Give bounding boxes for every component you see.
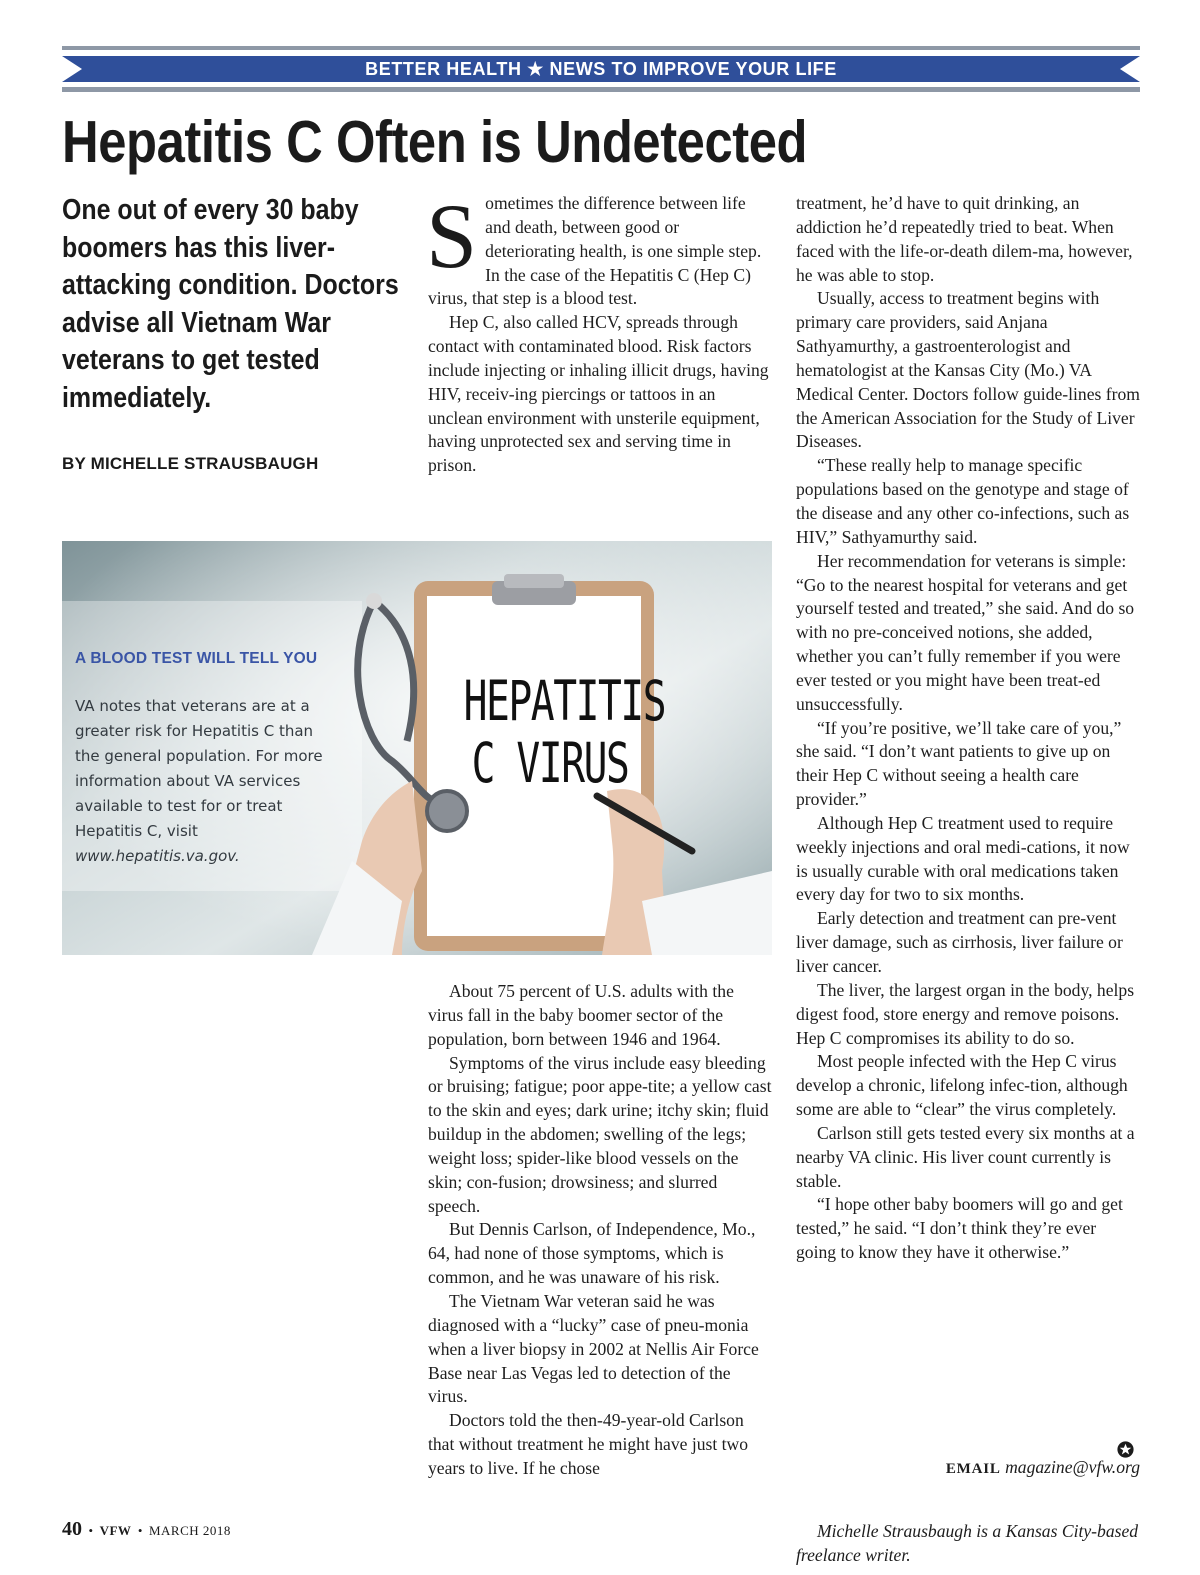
body-paragraph: Although Hep C treatment used to require weekly injections and oral medi-cations, it now is usually curable with oral medications taken every day for two to six months.	[796, 812, 1130, 905]
banner-top-rule	[62, 46, 1140, 50]
body-paragraph: The liver, the largest organ in the body, helps digest food, store energy and remove poisons. Hep C compromises its ability to do so.	[796, 979, 1135, 1048]
body-paragraph-continued: treatment, he’d have to quit drinking, an addiction he’d repeatedly tried to beat. When faced with the life-or-death dilem-ma, however, he was able to stop.	[796, 193, 1133, 285]
section-banner	[62, 46, 1140, 94]
clipboard-line-2: C VIRUS	[471, 731, 629, 795]
body-paragraph: Her recommendation for veterans is simple: “Go to the nearest hospital for veterans and get yourself tested and treated,” she said. And do so with no pre-conceived notions, she added, whether you can’t fully remember if you were ever tested or you might have been treat-ed unsuccessfully.	[796, 550, 1135, 714]
footer-separator: •	[137, 1523, 143, 1538]
email-label: EMAIL	[945, 1461, 1001, 1477]
lead-text: ometimes the difference between life and death, between good or deteriorating health, is one simple step. In the case of the Hepatitis C (Hep C) virus, that step is a blood test.	[428, 193, 762, 309]
author-bio	[796, 1519, 1140, 1567]
body-paragraph: Symptoms of the virus include easy bleeding or bruising; fatigue; poor appe-tite; a yellow cast to the skin and eyes; dark urine; itchy skin; fluid buildup in the abdomen; swelling of the legs; weight loss; spider-like blood vessels on the skin; con-fusion; drowsiness; and slurred speech.	[428, 1052, 772, 1216]
body-paragraph: Usually, access to treatment begins with primary care providers, said Anjana Sathyamurthy, a gastroenterologist and hematologist at the Kansas City (Mo.) VA Medical Center. Doctors follow guide-lines from the American Association for the Study of Liver Diseases.	[796, 288, 1140, 452]
article-deck: One out of every 30 baby boomers has this liver-attacking condition. Doctors advise all Vietnam War veterans to get tested immediately.	[62, 194, 399, 414]
lead-paragraph	[426, 185, 773, 311]
email-line	[796, 1455, 1140, 1481]
body-paragraph: About 75 percent of U.S. adults with the virus fall in the baby boomer sector of the population, born between 1946 and 1964.	[428, 981, 734, 1049]
sidebar-text	[75, 694, 337, 869]
body-paragraph: The Vietnam War veteran said he was diagnosed with a “lucky” case of pneu-monia when a liver biopsy in 2002 at Nellis Air Force Base near Las Vegas led to detection of the virus.	[428, 1290, 759, 1407]
banner-bottom-rule	[62, 87, 1140, 92]
body-paragraph: Early detection and treatment can pre-vent liver damage, such as cirrhosis, liver failure or liver cancer.	[796, 908, 1123, 976]
sidebar-body-text: VA notes that veterans are at a greater risk for Hepatitis C than the general population. For more information about VA services available to test for or treat Hepatitis C, visit	[75, 697, 323, 840]
body-column-right	[796, 192, 1140, 1265]
banner-ribbon	[62, 56, 1140, 82]
page-footer	[62, 1518, 231, 1541]
banner-text: BETTER HEALTH ★ NEWS TO IMPROVE YOUR LIFE	[365, 59, 837, 79]
author-bio-text: Michelle Strausbaugh is a Kansas City-based freelance writer.	[796, 1521, 1139, 1565]
drop-cap: S	[426, 185, 478, 287]
article-headline: Hepatitis C Often is Undetected	[62, 109, 808, 175]
body-paragraph: “If you’re positive, we’ll take care of you,” she said. “I don’t want patients to give up on their Hep C without seeing a health care provider.”	[796, 717, 1122, 810]
body-paragraph: Doctors told the then-49-year-old Carlson that without treatment he might have just two years to live. If he chose	[428, 1410, 749, 1478]
magazine-name: VFW	[99, 1523, 132, 1538]
sidebar-title: A BLOOD TEST WILL TELL YOU	[75, 650, 318, 667]
issue-date: MARCH 2018	[148, 1523, 231, 1538]
body-column-middle-bottom	[428, 980, 773, 1481]
clipboard-lettering	[463, 669, 666, 795]
page-number: 40	[62, 1518, 82, 1540]
body-paragraph: Most people infected with the Hep C virus develop a chronic, lifelong infec-tion, although some are able to “clear” the virus completely.	[796, 1051, 1128, 1120]
sidebar-url[interactable]: www.hepatitis.va.gov.	[75, 847, 240, 865]
body-paragraph: But Dennis Carlson, of Independence, Mo., 64, had none of those symptoms, which is common, and he was unaware of his risk.	[428, 1219, 756, 1288]
body-column-middle-top	[426, 185, 773, 478]
body-paragraph: “These really help to manage specific populations based on the genotype and stage of the disease and any other co-infections, such as HIV,” Sathyamurthy said.	[796, 455, 1130, 547]
body-paragraph: “I hope other baby boomers will go and get tested,” he said. “I don’t think they’re ever going to know they have it otherwise.”	[796, 1194, 1123, 1263]
byline: BY MICHELLE STRAUSBAUGH	[62, 454, 319, 473]
body-paragraph: Hep C, also called HCV, spreads through contact with contaminated blood. Risk factors include injecting or inhaling illicit drugs, having HIV, receiv-ing piercings or tattoos in an unclean environment with unsterile equipment, having unprotected sex and serving time in prison.	[428, 312, 769, 476]
footer-separator: •	[88, 1523, 94, 1538]
email-address-link[interactable]: magazine@vfw.org	[1005, 1457, 1140, 1477]
clipboard-line-1: HEPATITIS	[463, 669, 666, 733]
body-paragraph: Carlson still gets tested every six months at a nearby VA clinic. His liver count currently is stable.	[796, 1122, 1135, 1191]
